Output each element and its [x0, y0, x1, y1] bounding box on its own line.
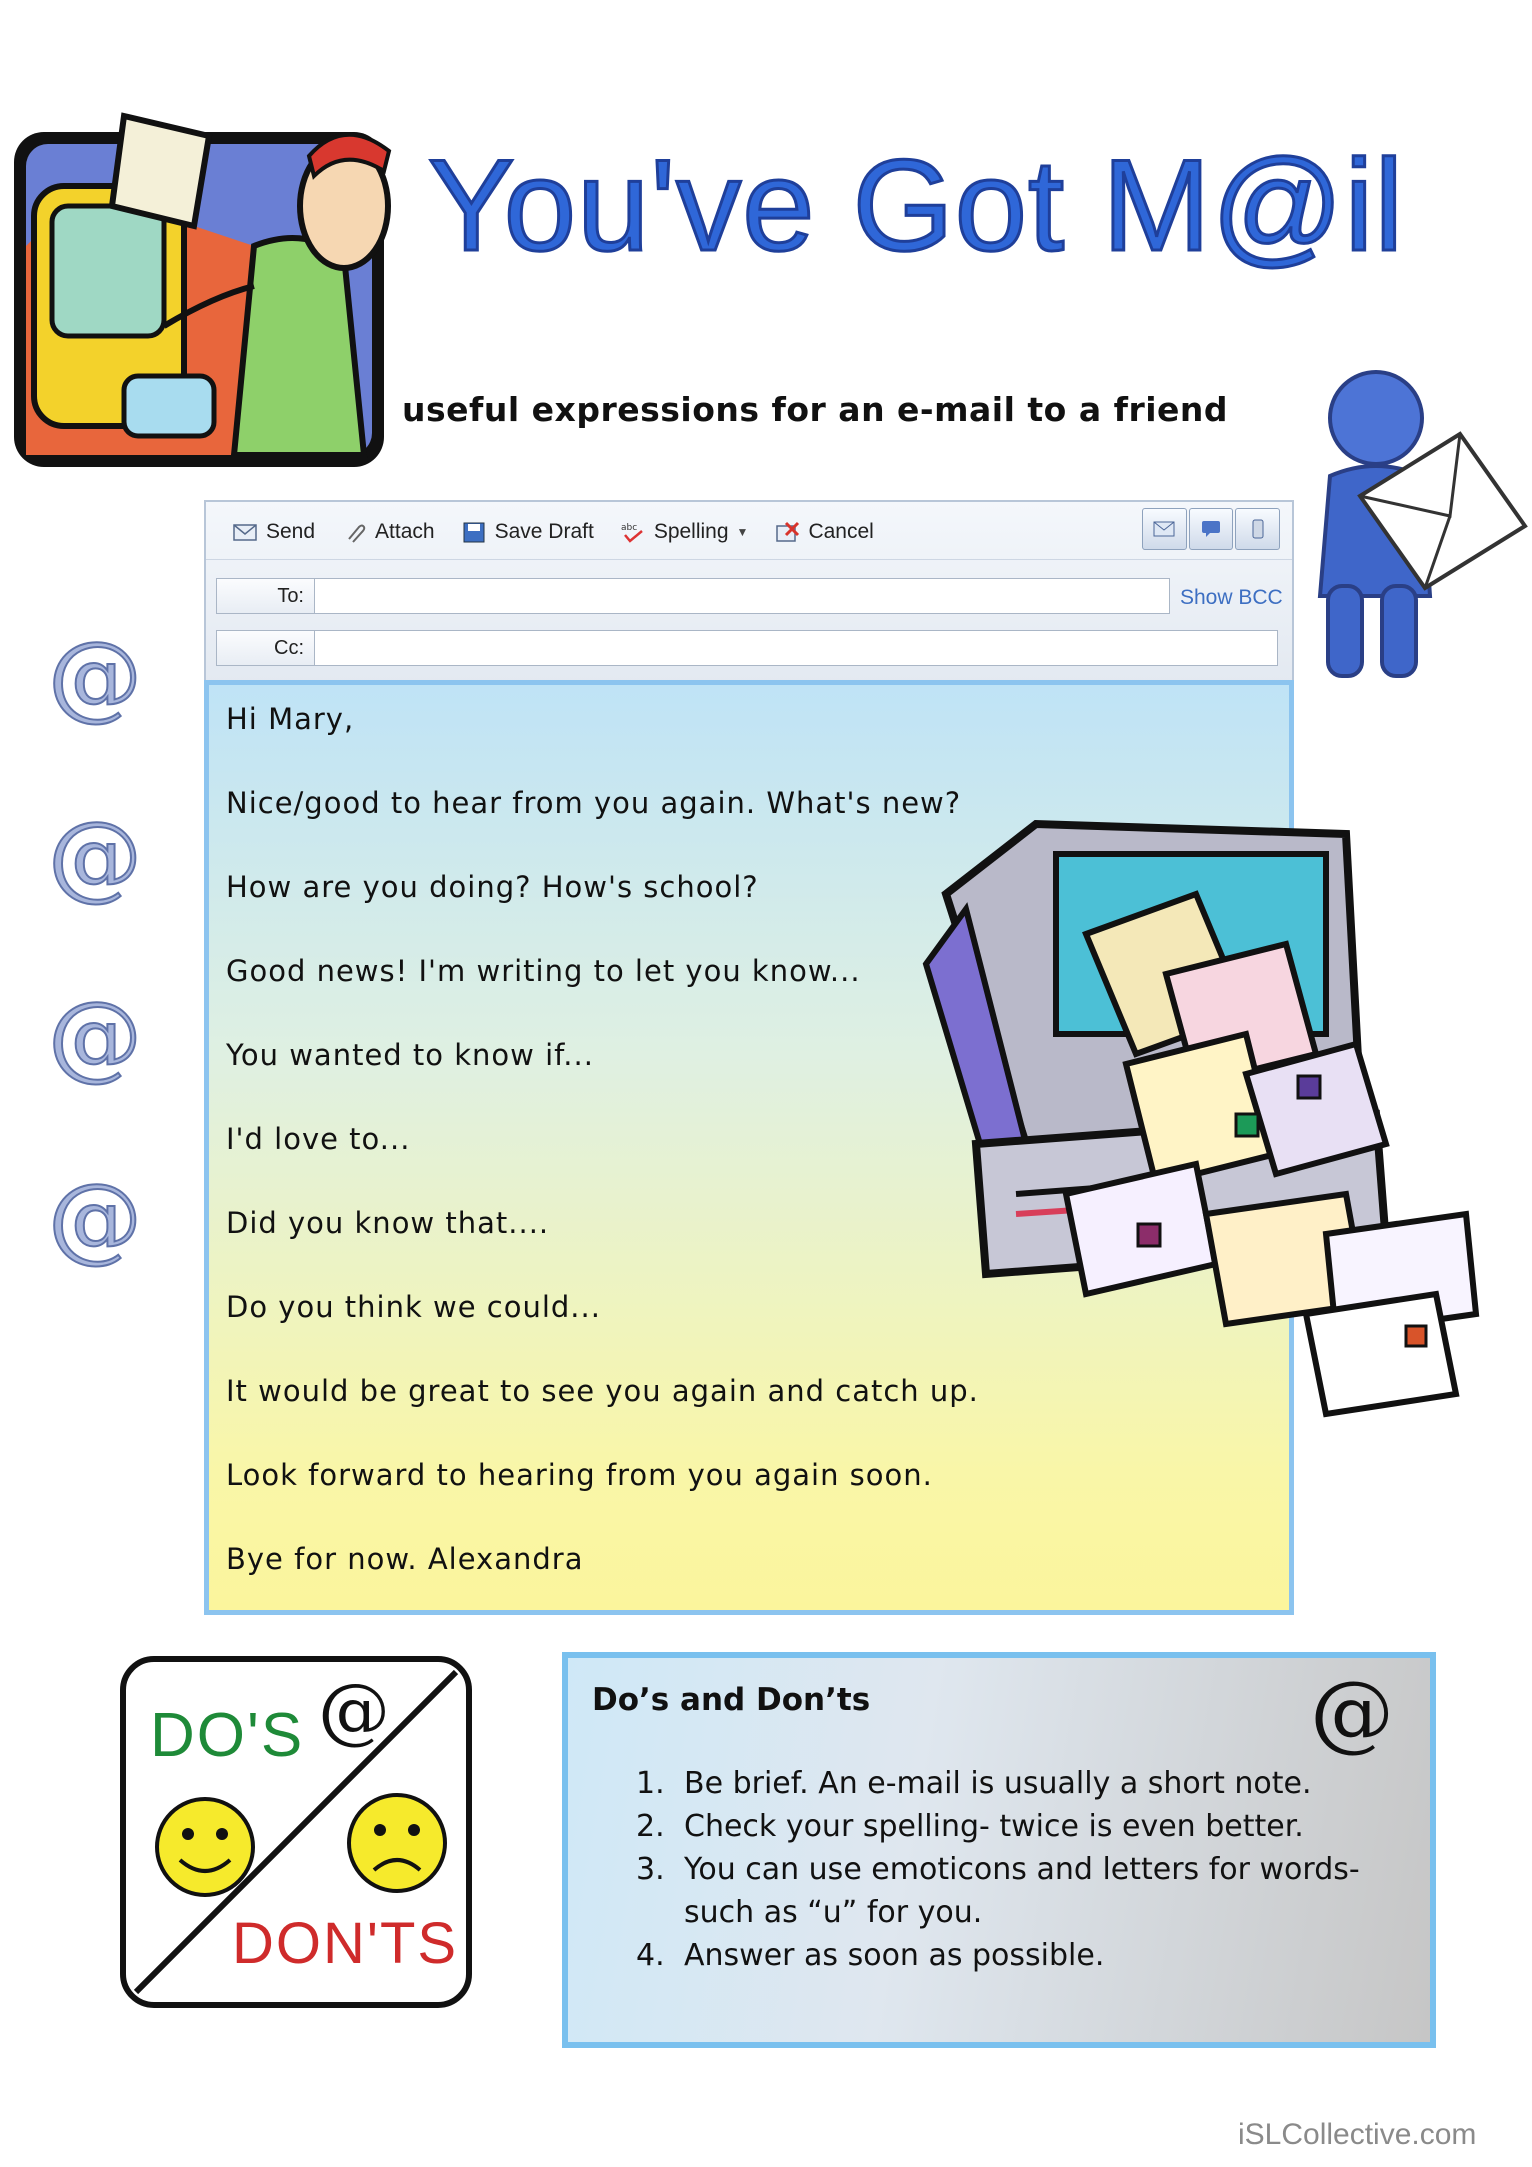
cc-field-row	[216, 630, 1278, 666]
tip-text: Be brief. An e-mail is usually a short note.	[684, 1766, 1312, 1801]
tip-item	[636, 1895, 982, 1930]
cancel-button[interactable]	[774, 520, 873, 544]
send-label: Send	[266, 520, 316, 543]
message-line: Nice/good to hear from you again. What's new?	[226, 786, 962, 820]
at-symbol: @	[48, 622, 142, 731]
spelling-label: Spelling	[653, 520, 729, 543]
cc-input[interactable]	[314, 630, 1278, 666]
message-line: Good news! I'm writing to let you know...	[226, 954, 861, 988]
cc-label: Cc:	[216, 630, 314, 666]
to-field-row	[216, 578, 1170, 614]
tip-text: such as “u” for you.	[684, 1895, 983, 1930]
overflowing-computer-clipart	[906, 814, 1486, 1424]
at-symbol: @	[48, 982, 142, 1091]
attach-button[interactable]	[341, 520, 435, 544]
donts-label: DON'TS	[232, 1911, 459, 1976]
tip-item	[636, 1809, 1304, 1844]
to-input[interactable]	[314, 578, 1170, 614]
save-draft-label: Save Draft	[494, 520, 594, 543]
tips-at-symbol: @	[1310, 1663, 1394, 1761]
tip-number: 2.	[636, 1809, 665, 1844]
sign-at-symbol: @	[318, 1668, 390, 1752]
at-symbol: @	[48, 802, 142, 911]
dos-label: DO'S	[150, 1701, 305, 1770]
envelope-icon	[1153, 521, 1175, 537]
spellcheck-icon	[620, 521, 646, 543]
to-label: To:	[216, 578, 314, 614]
tip-number: 1.	[636, 1766, 665, 1801]
smiley-face-icon	[150, 1792, 260, 1902]
message-line: How are you doing? How's school?	[226, 870, 759, 904]
paperclip-icon	[341, 521, 367, 543]
tip-item	[636, 1852, 1360, 1887]
tip-number: 3.	[636, 1852, 665, 1887]
attach-label: Attach	[375, 520, 435, 543]
chevron-down-icon: ▼	[736, 525, 749, 539]
floppy-disk-icon	[461, 521, 487, 543]
message-line: Look forward to hearing from you again soon.	[226, 1458, 933, 1492]
message-line: I'd love to...	[226, 1122, 411, 1156]
message-line: It would be great to see you again and catch up.	[226, 1374, 979, 1408]
send-button[interactable]	[232, 520, 315, 544]
save-draft-button[interactable]	[461, 520, 594, 544]
message-line: Did you know that....	[226, 1206, 550, 1240]
show-bcc-link[interactable]: Show BCC	[1180, 586, 1283, 609]
svg-text:abc: abc	[620, 523, 637, 533]
tip-item	[636, 1766, 1312, 1801]
tips-title: Do’s and Don’ts	[592, 1682, 871, 1718]
spelling-button[interactable]	[620, 520, 749, 544]
message-line: Hi Mary,	[226, 702, 355, 736]
tip-number: 4.	[636, 1938, 665, 1973]
chat-view-button[interactable]	[1189, 508, 1234, 550]
tip-text: Check your spelling- twice is even better.	[684, 1809, 1304, 1844]
tip-item	[636, 1938, 1104, 1973]
envelope-figure-clipart	[1300, 366, 1528, 684]
mail-view-button[interactable]	[1142, 508, 1187, 550]
email-toolbar	[206, 505, 1292, 560]
window-controls	[1142, 508, 1280, 550]
message-line: Do you think we could...	[226, 1290, 601, 1324]
page-title: You've Got M@il	[428, 132, 1405, 278]
chat-icon	[1200, 520, 1222, 538]
phone-icon	[1251, 519, 1265, 539]
send-icon	[232, 521, 258, 543]
mail-reader-clipart	[4, 96, 404, 481]
message-line: You wanted to know if...	[226, 1038, 594, 1072]
footer-watermark: iSLCollective.com	[1238, 2118, 1477, 2151]
page-subtitle: useful expressions for an e-mail to a friend	[402, 390, 1229, 429]
tip-text: You can use emoticons and letters for words-	[684, 1852, 1360, 1887]
message-line: Bye for now. Alexandra	[226, 1542, 584, 1576]
mobile-view-button[interactable]	[1235, 508, 1280, 550]
cancel-icon	[774, 521, 800, 543]
at-symbol: @	[48, 1164, 142, 1273]
tip-text: Answer as soon as possible.	[684, 1938, 1105, 1973]
sad-face-icon	[342, 1788, 452, 1898]
cancel-label: Cancel	[808, 520, 874, 543]
